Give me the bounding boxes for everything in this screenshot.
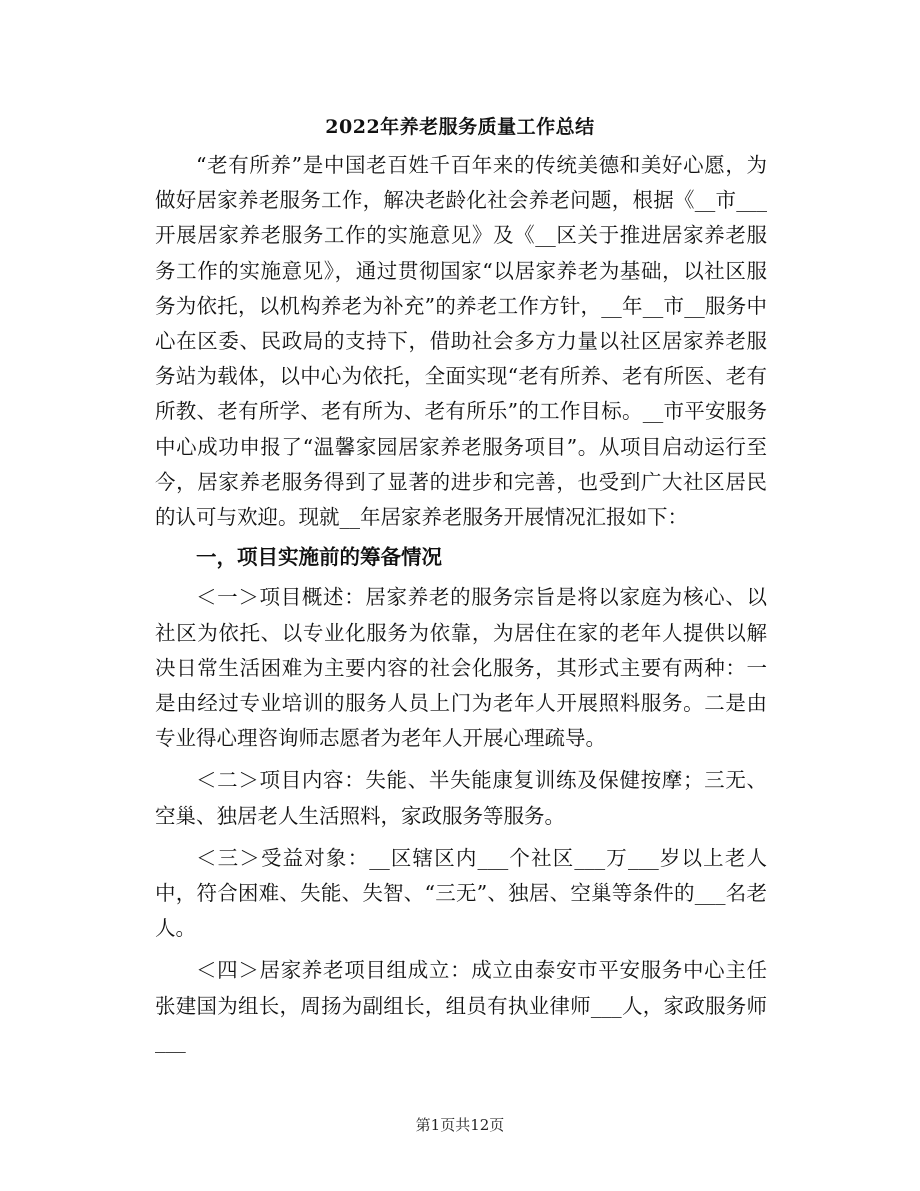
item-paragraph-2: ＜二＞项目内容：失能、半失能康复训练及保健按摩；三无、空巢、独居老人生活照料，家政服务等服务。 <box>155 768 767 828</box>
item-paragraph-3: ＜三＞受益对象：__区辖区内___个社区___万___岁以上老人中，符合困难、失能、失智、“三无”、独居、空巢等条件的___名老人。 <box>155 845 767 941</box>
intro-paragraph: “老有所养”是中国老百姓千百年来的传统美德和美好心愿，为做好居家养老服务工作，解决老龄化社会养老问题，根据《__市___开展居家养老服务工作的实施意见》及《__区关于推进居家养老服务工作的实施意见》，通过贯彻国家“以居家养老为基础，以社区服务为依托，以机构养老为补充”的养老工作方针，__年__市__服务中心在区委、民政局的支持下，借助社会多方力量以社区居家养老服务站为载体，以中心为依托，全面实现“老有所养、老有所医、老有所教、老有所学、老有所为、老有所乐”的工作目标。__市平安服务中心成功申报了“温馨家园居家养老服务项目”。从项目启动运行至今，居家养老服务得到了显著的进步和完善，也受到广大社区居民的认可与欢迎。现就__年居家养老服务开展情况汇报如下： <box>155 153 767 530</box>
item-paragraph-4: ＜四＞居家养老项目组成立：成立由泰安市平安服务中心主任张建国为组长，周扬为副组长，组员有执业律师___人，家政服务师___ <box>155 958 767 1053</box>
item-paragraph-1: ＜一＞项目概述：居家养老的服务宗旨是将以家庭为核心、以社区为依托、以专业化服务为依靠，为居住在家的老年人提供以解决日常生活困难为主要内容的社会化服务，其形式主要有两种：一是由经过专业培训的服务人员上门为老年人开展照料服务。二是由专业得心理咨询师志愿者为老年人开展心理疏导。 <box>155 585 767 751</box>
page-footer: 第1页共12页 <box>415 1116 505 1134</box>
document-body <box>155 148 767 1059</box>
document-title: 2022年养老服务质量工作总结 <box>325 116 595 138</box>
section-heading: 一，项目实施前的筹备情况 <box>196 545 442 570</box>
